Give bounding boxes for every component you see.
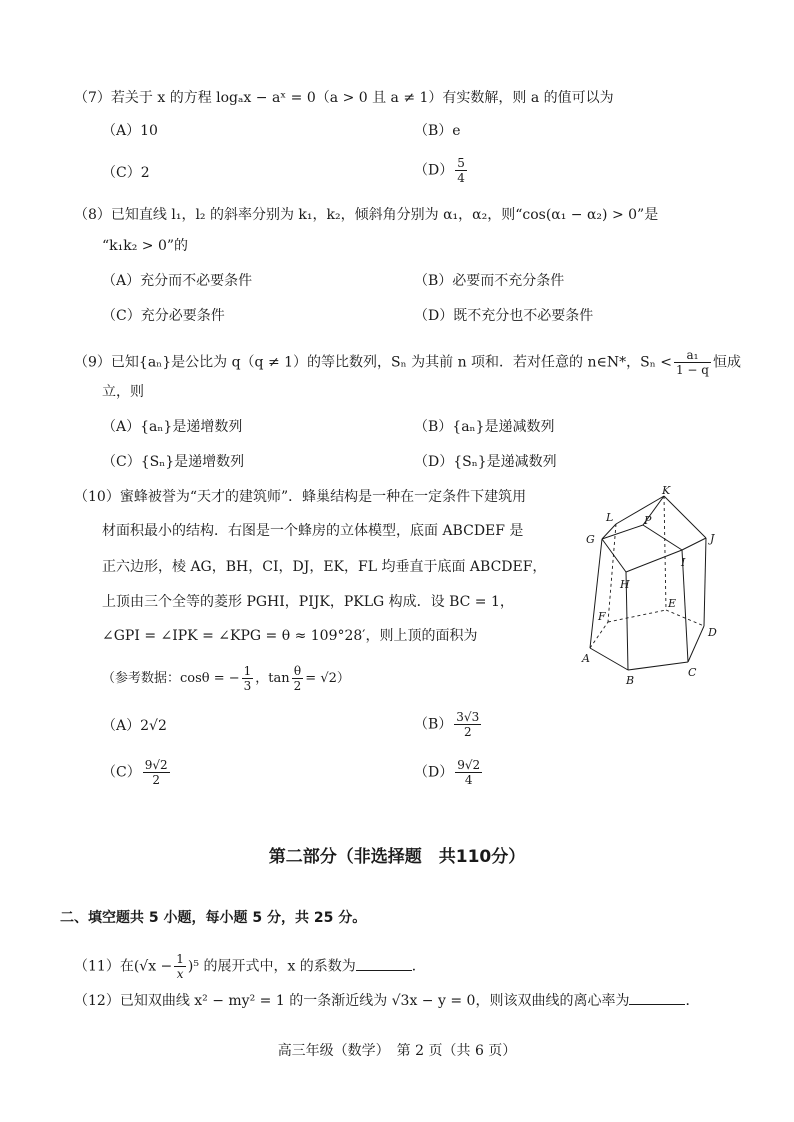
q10-option-b-prefix: （B） — [414, 716, 453, 733]
q10-option-c-prefix: （C） — [102, 764, 141, 781]
q10-ref-num1: 1 — [243, 664, 252, 678]
edge-KJ — [664, 496, 706, 538]
q11-fraction-denominator: x — [176, 967, 184, 981]
label-C: C — [688, 666, 697, 679]
q7-option-d — [414, 156, 469, 185]
q10-line4: 上顶由三个全等的菱形 PGHI，PIJK，PKLG 构成．设 BC = 1， — [102, 594, 514, 610]
edge-AB — [590, 648, 628, 670]
q10-option-b-denominator: 2 — [463, 725, 472, 739]
q10-reference-data — [102, 664, 350, 693]
q10-ref-fraction-tan — [292, 664, 304, 693]
label-D: D — [708, 626, 717, 639]
q8-stem-line2: “k₁k₂ > 0”的 — [102, 238, 189, 254]
label-I: I — [681, 556, 686, 569]
q10-line2: 材面积最小的结构．右图是一个蜂房的立体模型，底面 ABCDEF 是 — [102, 523, 524, 539]
q7-option-d-prefix: （D） — [414, 162, 454, 179]
q10-ref-mid: ，tan — [255, 671, 290, 686]
q9-option-d: （D）{Sₙ}是递减数列 — [414, 454, 557, 470]
q7-option-d-fraction — [455, 156, 467, 185]
label-A: A — [582, 652, 590, 665]
label-E: E — [668, 597, 677, 610]
q11-fraction-numerator: 1 — [176, 952, 184, 966]
q10-line5: ∠GPI = ∠IPK = ∠KPG = θ ≈ 109°28′，则上顶的面积为 — [102, 628, 478, 644]
edge-LK — [616, 496, 664, 524]
q10-option-b-fraction — [454, 710, 481, 739]
label-G: G — [586, 533, 595, 546]
q9-fraction-denominator: 1 − q — [675, 363, 709, 377]
edge-CD — [688, 626, 704, 662]
q11-prefix: （11）在(√x − — [74, 958, 173, 975]
q11-answer-blank[interactable] — [356, 956, 412, 971]
q10-line1: （10）蜜蜂被誉为“天才的建筑师”．蜂巢结构是一种在一定条件下建筑用 — [74, 489, 527, 505]
q7-option-a: （A）10 — [102, 123, 158, 139]
q8-option-c: （C）充分必要条件 — [102, 308, 225, 324]
q12-end: ． — [685, 993, 700, 1009]
q10-option-c-numerator: 9√2 — [144, 758, 168, 772]
q9-option-a: （A）{aₙ}是递增数列 — [102, 419, 243, 435]
q11-suffix: )⁵ 的展开式中，x 的系数为 — [187, 958, 356, 975]
q9-option-b: （B）{aₙ}是递减数列 — [414, 419, 555, 435]
q9-fraction-numerator: a₁ — [674, 348, 711, 363]
label-J: J — [710, 532, 715, 545]
q10-option-c-fraction — [143, 758, 170, 787]
q12-answer-blank[interactable] — [629, 990, 685, 1005]
label-B: B — [626, 674, 635, 686]
q10-ref-den1: 3 — [243, 679, 252, 693]
q7-stem: （7）若关于 x 的方程 logₐx − aˣ = 0（a > 0 且 a ≠ 1）有实数解，则 a 的值可以为 — [74, 90, 614, 106]
q12 — [74, 990, 699, 1011]
page-footer: 高三年级（数学） 第 2 页（共 6 页） — [277, 1043, 517, 1059]
fill-in-section-title: 二、填空题共 5 小题，每小题 5 分，共 25 分。 — [60, 910, 367, 926]
q7-option-d-numerator: 5 — [457, 156, 465, 170]
q10-option-c — [102, 758, 172, 787]
honeycomb-prism-figure — [578, 486, 728, 686]
q10-option-b — [414, 710, 483, 739]
q7-option-b: （B）e — [414, 123, 461, 139]
q8-option-a: （A）充分而不必要条件 — [102, 273, 253, 289]
edge-PI — [643, 525, 682, 550]
q8-option-d: （D）既不充分也不必要条件 — [414, 308, 594, 324]
q10-option-d-denominator: 4 — [464, 773, 473, 787]
q7-option-c: （C）2 — [102, 165, 150, 181]
q10-ref-fraction-cos — [242, 664, 254, 693]
q10-option-d-fraction — [455, 758, 482, 787]
q9-stem-text: （9）已知{aₙ}是公比为 q（q ≠ 1）的等比数列，Sₙ 为其前 n 项和．若对任意的 n∈N*，Sₙ < — [74, 354, 672, 371]
q10-option-d-prefix: （D） — [414, 764, 454, 781]
edge-BC — [628, 662, 688, 670]
q7-option-d-denominator: 4 — [457, 171, 465, 185]
hidden-edge-FE — [608, 610, 666, 622]
q9-fraction — [674, 348, 711, 377]
edge-JD — [704, 538, 706, 626]
q11 — [74, 952, 426, 981]
q10-ref-suffix: = √2） — [305, 671, 350, 686]
q10-option-a: （A）2√2 — [102, 718, 167, 734]
label-K: K — [662, 486, 671, 497]
part2-title: 第二部分（非选择题 共110分） — [268, 847, 526, 867]
label-L: L — [606, 511, 614, 524]
q9-stem-line2: 立，则 — [102, 384, 144, 400]
label-P: P — [644, 514, 652, 527]
honeycomb-prism-svg — [578, 486, 728, 686]
q9-stem-tail: 恒成 — [712, 354, 741, 371]
q10-ref-den2: 2 — [293, 679, 302, 693]
edge-IJ — [682, 538, 706, 550]
q9-option-c: （C）{Sₙ}是递增数列 — [102, 454, 245, 470]
q10-ref-prefix: （参考数据：cosθ = − — [102, 671, 240, 686]
label-H: H — [620, 578, 630, 591]
q10-option-d — [414, 758, 484, 787]
q10-option-b-numerator: 3√3 — [456, 710, 480, 724]
edge-HI — [626, 550, 682, 572]
q10-line3: 正六边形，棱 AG，BH，CI，DJ，EK，FL 均垂直于底面 ABCDEF， — [102, 559, 547, 575]
q12-text: （12）已知双曲线 x² − my² = 1 的一条渐近线为 √3x − y = 0，则该双曲线的离心率为 — [74, 993, 630, 1009]
q8-option-b: （B）必要而不充分条件 — [414, 273, 565, 289]
q11-end: ． — [411, 958, 426, 975]
q10-option-c-denominator: 2 — [152, 773, 160, 787]
q10-option-d-numerator: 9√2 — [457, 758, 481, 772]
hidden-edge-KE — [664, 496, 666, 610]
label-F: F — [598, 610, 606, 623]
q11-fraction — [174, 952, 186, 981]
edge-GA — [590, 539, 602, 648]
q9-stem-line1 — [74, 348, 741, 377]
hidden-edge-LF — [608, 524, 616, 622]
q10-ref-num2: θ — [292, 664, 304, 679]
q8-stem-line1: （8）已知直线 l₁，l₂ 的斜率分别为 k₁，k₂，倾斜角分别为 α₁，α₂，则“cos(α₁ − α₂) > 0”是 — [74, 207, 659, 223]
